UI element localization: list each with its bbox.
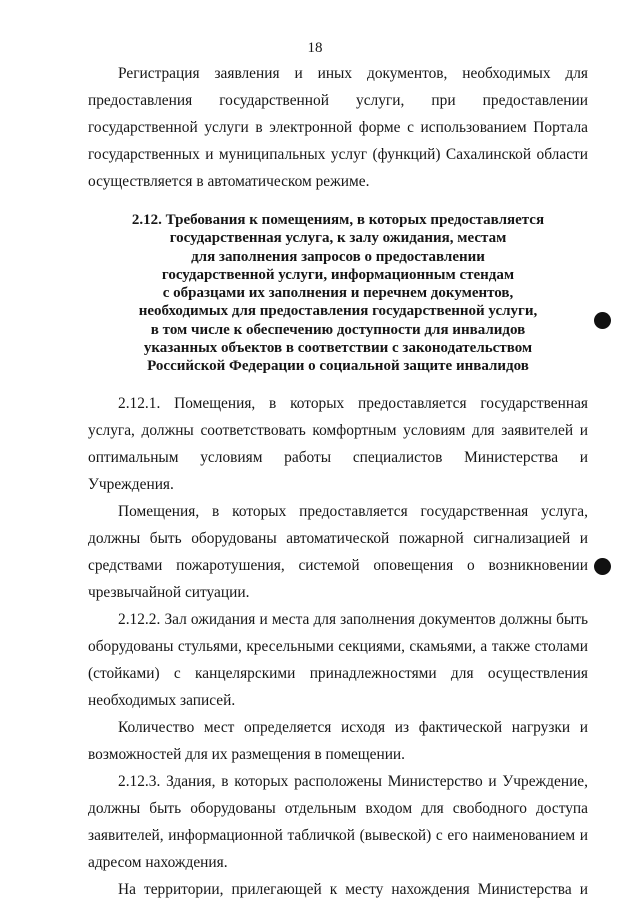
section-heading (88, 211, 588, 376)
binder-hole-mark (594, 312, 611, 329)
heading-line: необходимых для предоставления государственной услуги, (138, 303, 538, 320)
document-body (88, 60, 588, 903)
binder-hole-mark (594, 558, 611, 575)
page-number: 18 (307, 40, 323, 56)
heading-line: 2.12. Требования к помещениям, в которых предоставляется (131, 212, 545, 228)
paragraph-rooms-equipment: Помещения, в которых предоставляется государственная услуга, должны быть оборудованы автоматической пожарной сигнализацией и средствами пожаротушения, системой оповещения о возникновении чрезвычайной ситуации. (88, 502, 588, 601)
heading-line: с образцами их заполнения и перечнем документов, (162, 285, 514, 302)
paragraph-2-12-2: 2.12.2. Зал ожидания и места для заполнения документов должны быть оборудованы стульями, кресельными секциями, скамьями, а также столами (стойками) с канцелярскими принадлежностями для осуществления необходимых записей. (88, 610, 588, 709)
paragraph-2-12-3: 2.12.3. Здания, в которых расположены Министерство и Учреждение, должны быть оборудованы отдельным входом для свободного доступа заявителей, информационной табличкой (вывеской) с его наименованием и адресом нахождения. (88, 772, 588, 871)
heading-line: Российской Федерации о социальной защите инвалидов (147, 358, 529, 375)
heading-line: в том числе к обеспечению доступности для инвалидов (150, 321, 526, 338)
heading-line: государственная услуга, к залу ожидания, местам (169, 230, 507, 247)
paragraph-territory: На территории, прилегающей к месту нахождения Министерства и (118, 880, 588, 898)
heading-line: государственной услуги, информационным стендам (161, 266, 515, 283)
heading-line: для заполнения запросов о предоставлении (191, 248, 485, 265)
heading-line: указанных объектов в соответствии с законодательством (143, 340, 533, 357)
paragraph-seats: Количество мест определяется исходя из фактической нагрузки и возможностей для их размещения в помещении. (88, 718, 588, 763)
paragraph-intro: Регистрация заявления и иных документов, необходимых для предоставления государственной услуги, при предоставлении государственной услуги в электронной форме с использованием Портала государственных и муниципальных услуг (функций) Сахалинской области осуществляется в автоматическом режиме. (88, 65, 588, 190)
paragraph-2-12-1: 2.12.1. Помещения, в которых предоставляется государственная услуга, должны соответствовать комфортным условиям для заявителей и оптимальным условиям работы специалистов Министерства и Учреждения. (88, 394, 588, 493)
